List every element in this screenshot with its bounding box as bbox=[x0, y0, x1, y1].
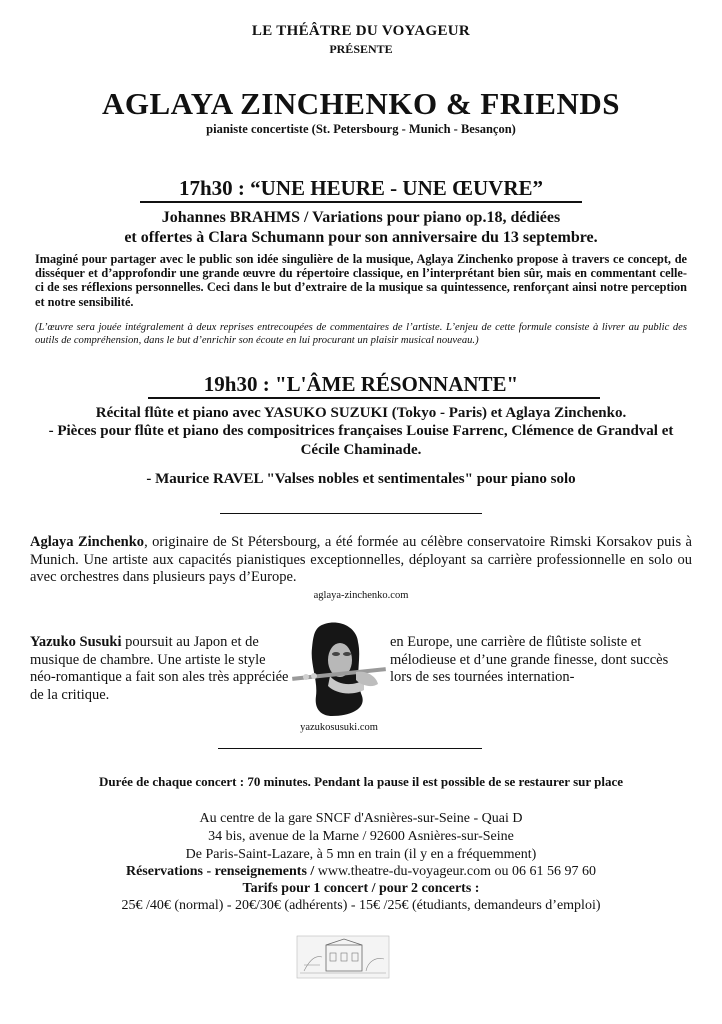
reservations bbox=[0, 863, 722, 880]
session2-line3: - Maurice RAVEL "Valses nobles et sentimentales" pour piano solo bbox=[146, 471, 576, 487]
divider bbox=[220, 513, 482, 514]
presents-label: PRÉSENTE bbox=[329, 42, 393, 56]
address-line3: De Paris-Saint-Lazare, à 5 mn en train (il y en a fréquemment) bbox=[185, 847, 537, 862]
session2-underline bbox=[148, 397, 600, 399]
session2-line2: - Pièces pour flûte et piano des compositrices françaises Louise Farrenc, Clémence de Grandval et Cécile Chaminade. bbox=[48, 423, 674, 458]
page-title: AGLAYA ZINCHENKO & FRIENDS bbox=[101, 86, 620, 121]
session2-heading: 19h30 : "L'ÂME RÉSONNANTE" bbox=[203, 372, 519, 396]
address-line1: Au centre de la gare SNCF d'Asnières-sur-Seine - Quai D bbox=[199, 811, 523, 826]
session1-note: (L’œuvre sera jouée intégralement à deux reprises entrecoupées de commentaires de l’artiste. L’enjeu de cette formule consiste à livrer au public des outils de compréhension, dans le but d’enrichir son écoute en lui procurant un plaisir musical nouveau.) bbox=[35, 322, 687, 347]
bio-aglaya-text: , originaire de St Pétersbourg, a été formée au célèbre conservatoire Rimski Korsakov puis à Munich. Une artiste aux capacités pianistiques exceptionnelles, déployant sa carrière professionnelle en solo ou avec orchestres dans plusieurs pays d’Europe. bbox=[30, 534, 692, 585]
reservations-label: Réservations - renseignements / bbox=[125, 864, 315, 879]
session1-underline bbox=[140, 201, 582, 203]
aglaya-website[interactable]: aglaya-zinchenko.com bbox=[313, 590, 409, 601]
session1-work-line1: Johannes BRAHMS / Variations pour piano op.18, dédiées bbox=[161, 209, 561, 226]
session1-heading: 17h30 : “UNE HEURE - UNE ŒUVRE” bbox=[178, 176, 544, 200]
bio-yazuko-left bbox=[30, 634, 290, 704]
bio-yazuko-name: Yazuko Susuki bbox=[30, 634, 122, 650]
session1-work-line2: et offertes à Clara Schumann pour son anniversaire du 13 septembre. bbox=[124, 229, 598, 246]
bio-aglaya bbox=[30, 534, 692, 587]
session2-line1: Récital flûte et piano avec YASUKO SUZUKI (Tokyo - Paris) et Aglaya Zinchenko. bbox=[95, 405, 627, 421]
reservations-value[interactable]: www.theatre-du-voyageur.com ou 06 61 56 97 60 bbox=[314, 864, 597, 879]
prices: 25€ /40€ (normal) - 20€/30€ (adhérents) - 15€ /25€ (étudiants, demandeurs d’emploi) bbox=[121, 898, 601, 913]
organizer-name: LE THÉÂTRE DU VOYAGEUR bbox=[251, 23, 471, 39]
train-station-sketch-icon bbox=[296, 935, 390, 979]
divider bbox=[218, 748, 482, 749]
flutist-photo-icon bbox=[292, 620, 386, 718]
page-subtitle: pianiste concertiste (St. Petersbourg - Munich - Besançon) bbox=[206, 122, 516, 136]
address-line2: 34 bis, avenue de la Marne / 92600 Asnières-sur-Seine bbox=[208, 829, 514, 844]
session1-work bbox=[60, 208, 662, 248]
tarifs-label: Tarifs pour 1 concert / pour 2 concerts : bbox=[242, 881, 480, 896]
bio-yazuko-left-text: poursuit au Japon et de musique de chambre. Une artiste le style néo-romantique a fait son ales très appréciée de la critique. bbox=[30, 634, 289, 703]
concert-duration: Durée de chaque concert : 70 minutes. Pendant la pause il est possible de se restaurer sur place bbox=[98, 774, 624, 789]
session1-description: Imaginé pour partager avec le public son idée singulière de la musique, Aglaya Zinchenko propose à travers ce concept, de disséquer et d’approfondir une grande œuvre du répertoire classique, en l’interprétant bien sûr, mais en commentant celle-ci de ses réflexions personnelles. Ceci dans le but d’extraire de la musique sa quintessence, renforçant ainsi notre perception et notre sensibilité. bbox=[35, 252, 687, 309]
bio-yazuko-right: en Europe, une carrière de flûtiste soliste et mélodieuse et d’une grande finesse, dont succès lors de ses tournées internation- bbox=[390, 634, 669, 685]
yazuko-website[interactable]: yazukosusuki.com bbox=[300, 722, 378, 733]
bio-aglaya-name: Aglaya Zinchenko bbox=[30, 534, 145, 550]
